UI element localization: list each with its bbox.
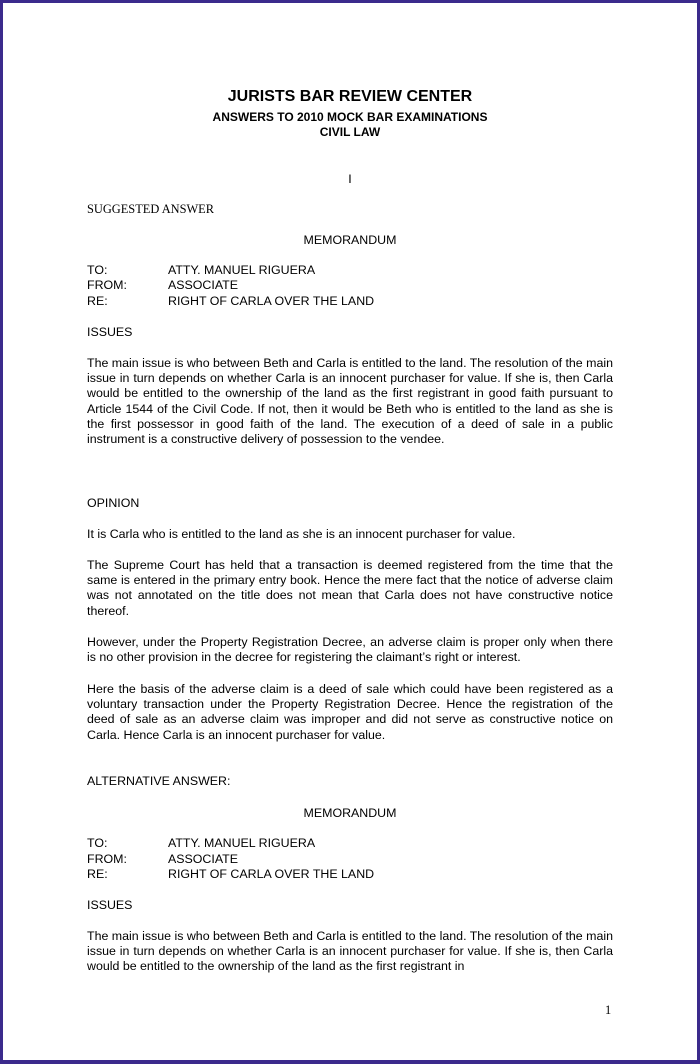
document-subtitle: ANSWERS TO 2010 MOCK BAR EXAMINATIONS [212,110,488,124]
memo1-opinion-p1: It is Carla who is entitled to the land as she is an innocent purchaser for value. [87,527,516,541]
memo1-re-value: RIGHT OF CARLA OVER THE LAND [168,294,375,308]
memo1-opinion-p3: However, under the Property Registration Decree, an adverse claim is proper only when there is no other provision in the decree for registering the claimant’s right or interest. [87,635,613,665]
memo1-to-label: TO: [87,263,108,277]
memo2-from-value: ASSOCIATE [168,852,238,866]
memo2-to-label: TO: [87,836,108,850]
memo2-re-value: RIGHT OF CARLA OVER THE LAND [168,867,375,881]
memo1-from-label: FROM: [87,278,127,292]
memo1-opinion-p2: The Supreme Court has held that a transaction is deemed registered from the time that the same is entered in the primary entry book. Hence the mere fact that the notice of adverse claim was not annotated on the title does not mean that Carla does not have constructive notice thereof. [87,558,613,618]
memo1-issues-label: ISSUES [87,325,133,339]
document-title: JURISTS BAR REVIEW CENTER [227,88,473,105]
memo1-opinion-label: OPINION [87,496,140,510]
suggested-answer-label: SUGGESTED ANSWER [87,202,215,216]
memo1-issues-text: The main issue is who between Beth and Carla is entitled to the land. The resolution of the main issue in turn depends on whether Carla is an innocent purchaser for value. If she is, then Carla would be entitled to the ownership of the land as the first registrant in good faith pursuant to Article 1544 of the Civil Code. If not, then it would be Beth who is entitled to the land as she is the first possessor in good faith of the land. The execution of a deed of sale in a public instrument is a constructive delivery of possession to the vendee. [87,356,613,447]
question-number: I [348,172,352,186]
memo2-issues-text: The main issue is who between Beth and Carla is entitled to the land. The resolution of the main issue in turn depends on whether Carla is an innocent purchaser for value. If she is, then Carla would be entitled to the ownership of the land as the first registrant in [87,929,613,974]
memo1-opinion-p4: Here the basis of the adverse claim is a deed of sale which could have been registered as a voluntary transaction under the Property Registration Decree. Hence the registration of the deed of sale as an adverse claim was improper and did not serve as constructive notice on Carla. Hence Carla is an innocent purchaser for value. [87,682,613,742]
page-number: 1 [605,1003,612,1017]
document-subject: CIVIL LAW [319,125,381,139]
memo2-re-label: RE: [87,867,108,881]
alternative-answer-label: ALTERNATIVE ANSWER: [87,774,231,788]
memo2-from-label: FROM: [87,852,127,866]
memo1-to-value: ATTY. MANUEL RIGUERA [168,263,316,277]
memo1-heading: MEMORANDUM [303,233,397,247]
memo2-heading: MEMORANDUM [303,806,397,820]
memo1-re-label: RE: [87,294,108,308]
memo2-to-value: ATTY. MANUEL RIGUERA [168,836,316,850]
memo1-from-value: ASSOCIATE [168,278,238,292]
memo2-issues-label: ISSUES [87,898,133,912]
